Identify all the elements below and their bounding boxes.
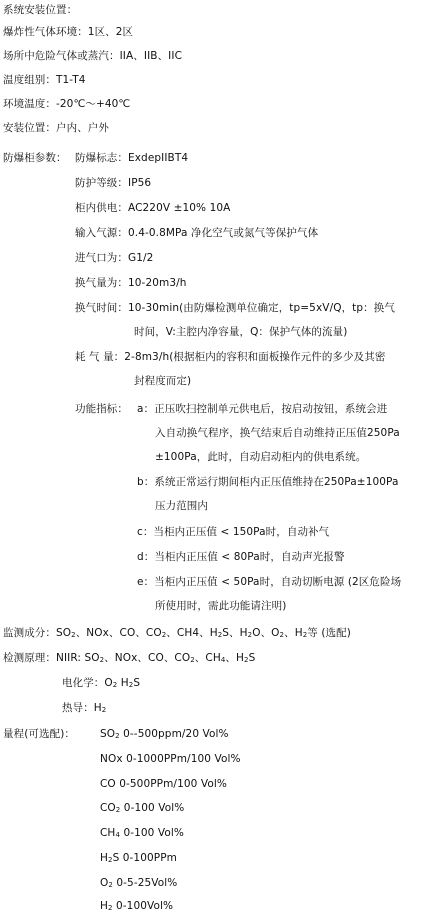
air-source: 输入气源：0.4-0.8MPa 净化空气或氮气等保护气体 [75, 227, 319, 239]
consumption-line1: 耗 气 量：2-8m3/h(根据柜内的容积和面板操作元件的多少及其密 [75, 351, 386, 363]
cabinet-label: 防爆柜参数： [3, 152, 67, 164]
explosive-env: 爆炸性气体环境：1区、2区 [3, 26, 134, 38]
range-item: $CO_2$ 0-100 Vol% [100, 802, 185, 814]
thermal-line: 热导：$H_2$ [62, 702, 107, 714]
power-supply: 柜内供电：AC220V ±10% 10A [75, 202, 231, 214]
exchange-volume: 换气量为：10-20m3/h [75, 277, 187, 289]
range-label: 量程(可选配)： [3, 728, 75, 740]
install-location: 安装位置：户内、户外 [3, 122, 109, 134]
consumption-line2: 封程度而定) [134, 375, 192, 387]
principle-line: 检测原理：NIIR: $SO_2$、NOx、CO、$CO_2$、$CH_4$、$H_2S$ [3, 652, 256, 664]
function-c: c：当柜内正压值 < 150Pa时，自动补气 [137, 526, 330, 538]
inlet: 进气口为：G1/2 [75, 252, 154, 264]
ex-mark: 防爆标志：ExdepIIBT4 [75, 152, 189, 164]
function-e-line2: 所使用时，需此功能请注明) [155, 600, 287, 612]
range-item: $H_2S$ 0-100PPm [100, 852, 177, 864]
function-d: d：当柜内正压值 < 80Pa时，自动声光报警 [137, 551, 345, 563]
function-b-line1: b：系统正常运行期间柜内正压值维持在250Pa±100Pa [137, 476, 399, 488]
range-item: $H_2$ 0-100Vol% [100, 900, 174, 912]
protection-grade: 防护等级：IP56 [75, 177, 152, 189]
principle-label: 检测原理： [3, 652, 56, 664]
monitoring-label: 监测成分： [3, 627, 56, 639]
function-a-line1: a：正压吹扫控制单元供电后，按启动按钮，系统会进 [137, 403, 388, 415]
range-item: NOx 0-1000PPm/100 Vol% [100, 753, 241, 765]
range-item: $CH_4$ 0-100 Vol% [100, 827, 184, 839]
function-label: 功能指标： [75, 403, 128, 415]
install-title: 系统安装位置： [3, 4, 78, 16]
range-item: $O_2$ 0-5-25Vol% [100, 877, 178, 889]
function-b-line2: 压力范围内 [155, 500, 208, 512]
electrochemical-line: 电化学：$O_2$ $H_2S$ [62, 677, 141, 689]
exchange-time-line2: 时间，V:主腔内净容量，Q：保护气体的流量) [134, 326, 348, 338]
temp-group: 温度组别：T1-T4 [3, 74, 86, 86]
exchange-time-line1: 换气时间：10-30min(由防爆检测单位确定，tp=5xV/Q，tp：换气 [75, 302, 395, 314]
hazardous-gas: 场所中危险气体或蒸汽：IIA、IIB、IIC [3, 50, 182, 62]
monitoring-line: 监测成分：$SO_2$、NOx、CO、$CO_2$、CH4、$H_2S$、$H_2O$、$O_2$、$H_2$等 (选配) [3, 627, 351, 639]
function-a-line3: ±100Pa，此时，自动启动柜内的供电系统。 [155, 451, 367, 463]
range-item: $SO_2$ 0--500ppm/20 Vol% [100, 728, 229, 740]
function-e-line1: e：当柜内正压值 < 50Pa时，自动切断电源 (2区危险场 [137, 576, 402, 588]
function-a-line2: 入自动换气程序，换气结束后自动维持正压值250Pa [155, 427, 400, 439]
ambient-temp: 环境温度：-20℃～+40℃ [3, 98, 131, 110]
range-item: CO 0-500PPm/100 Vol% [100, 778, 227, 790]
